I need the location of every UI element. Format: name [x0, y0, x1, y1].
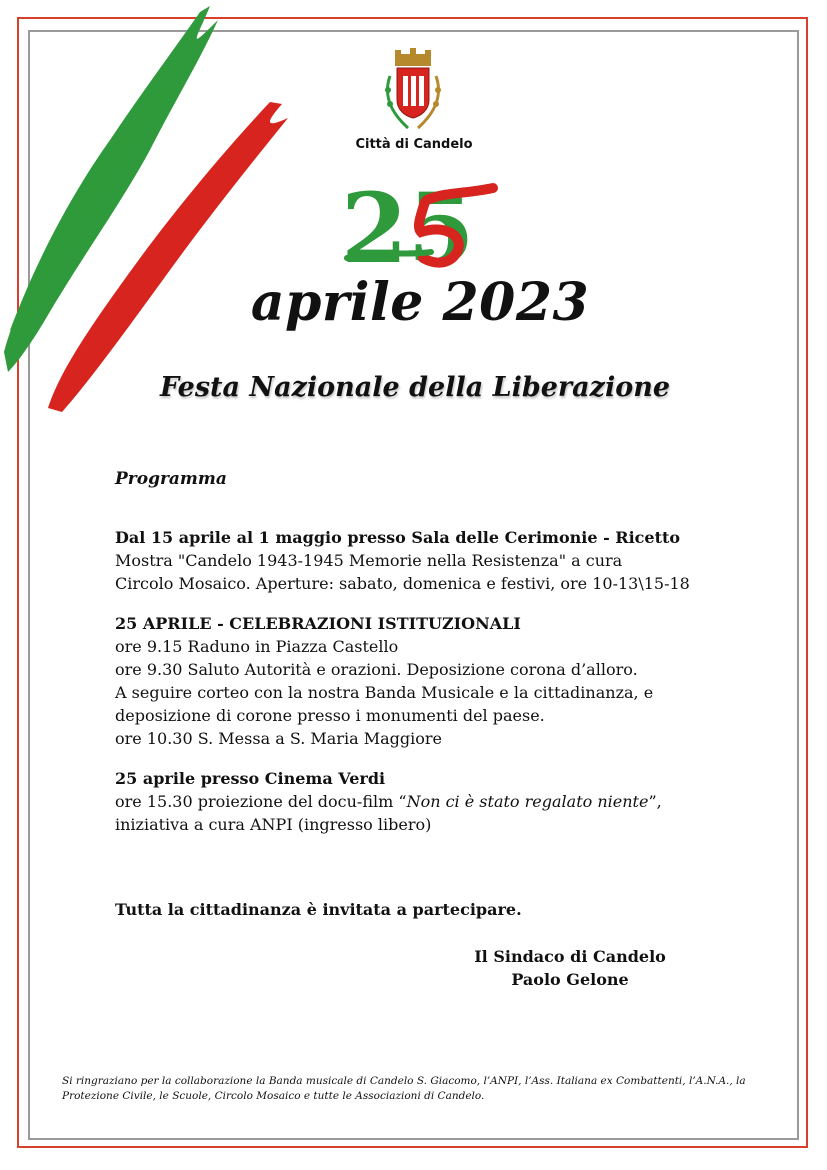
- program-block-title: Dal 15 aprile al 1 maggio presso Sala delle Cerimonie - Ricetto: [115, 528, 681, 547]
- program-line: deposizione di corone presso i monumenti del paese.: [115, 706, 545, 725]
- number-25-text: 25: [341, 180, 475, 272]
- program-line: Circolo Mosaico. Aperture: sabato, domenica e festivi, ore 10-13\15-18: [115, 574, 690, 593]
- program-line: iniziativa a cura ANPI (ingresso libero): [115, 815, 432, 834]
- city-crest-icon: [378, 48, 448, 138]
- program-line: A seguire corteo con la nostra Banda Musicale e la cittadinanza, e: [115, 683, 654, 702]
- program-line: ore 9.30 Saluto Autorità e orazioni. Deposizione corona d’alloro.: [115, 660, 638, 679]
- program-block-exhibition: [115, 526, 755, 595]
- film-title: Non ci è stato regalato niente: [406, 792, 649, 811]
- signature-name: Paolo Gelone: [511, 970, 629, 989]
- event-date: aprile 2023: [250, 272, 590, 333]
- program-block-cinema: [115, 767, 755, 836]
- program-line: ore 10.30 S. Messa a S. Maria Maggiore: [115, 729, 442, 748]
- film-line-suffix: ”,: [648, 792, 662, 811]
- program-line: Mostra "Candelo 1943-1945 Memorie nella Resistenza" a cura: [115, 551, 623, 570]
- program-block-title: 25 aprile presso Cinema Verdi: [115, 769, 386, 788]
- program-block-ceremonies: [115, 612, 755, 750]
- invitation-text: Tutta la cittadinanza è invitata a partecipare.: [115, 900, 522, 919]
- number-25-graphic: [335, 180, 505, 272]
- signature-role: Il Sindaco di Candelo: [474, 947, 666, 966]
- signature-block: [440, 945, 700, 991]
- program-line: [115, 790, 755, 813]
- acknowledgements: Si ringraziano per la collaborazione la Banda musicale di Candelo S. Giacomo, l’ANPI, l’Ass. Italiana ex Combattenti, l’A.N.A., la Protezione Civile, le Scuole, Circolo Mosaico e tutte le Associazioni di Candelo.: [62, 1075, 746, 1102]
- program-section: [115, 468, 755, 853]
- city-name: Città di Candelo: [355, 137, 473, 152]
- film-line-prefix: ore 15.30 proiezione del docu-film “: [115, 792, 407, 811]
- tricolor-brush-decoration: [0, 0, 300, 420]
- event-subtitle: Festa Nazionale della Liberazione: [159, 372, 671, 403]
- program-block-title: 25 APRILE - CELEBRAZIONI ISTITUZIONALI: [115, 614, 521, 633]
- program-line: ore 9.15 Raduno in Piazza Castello: [115, 637, 399, 656]
- program-heading: Programma: [115, 469, 227, 489]
